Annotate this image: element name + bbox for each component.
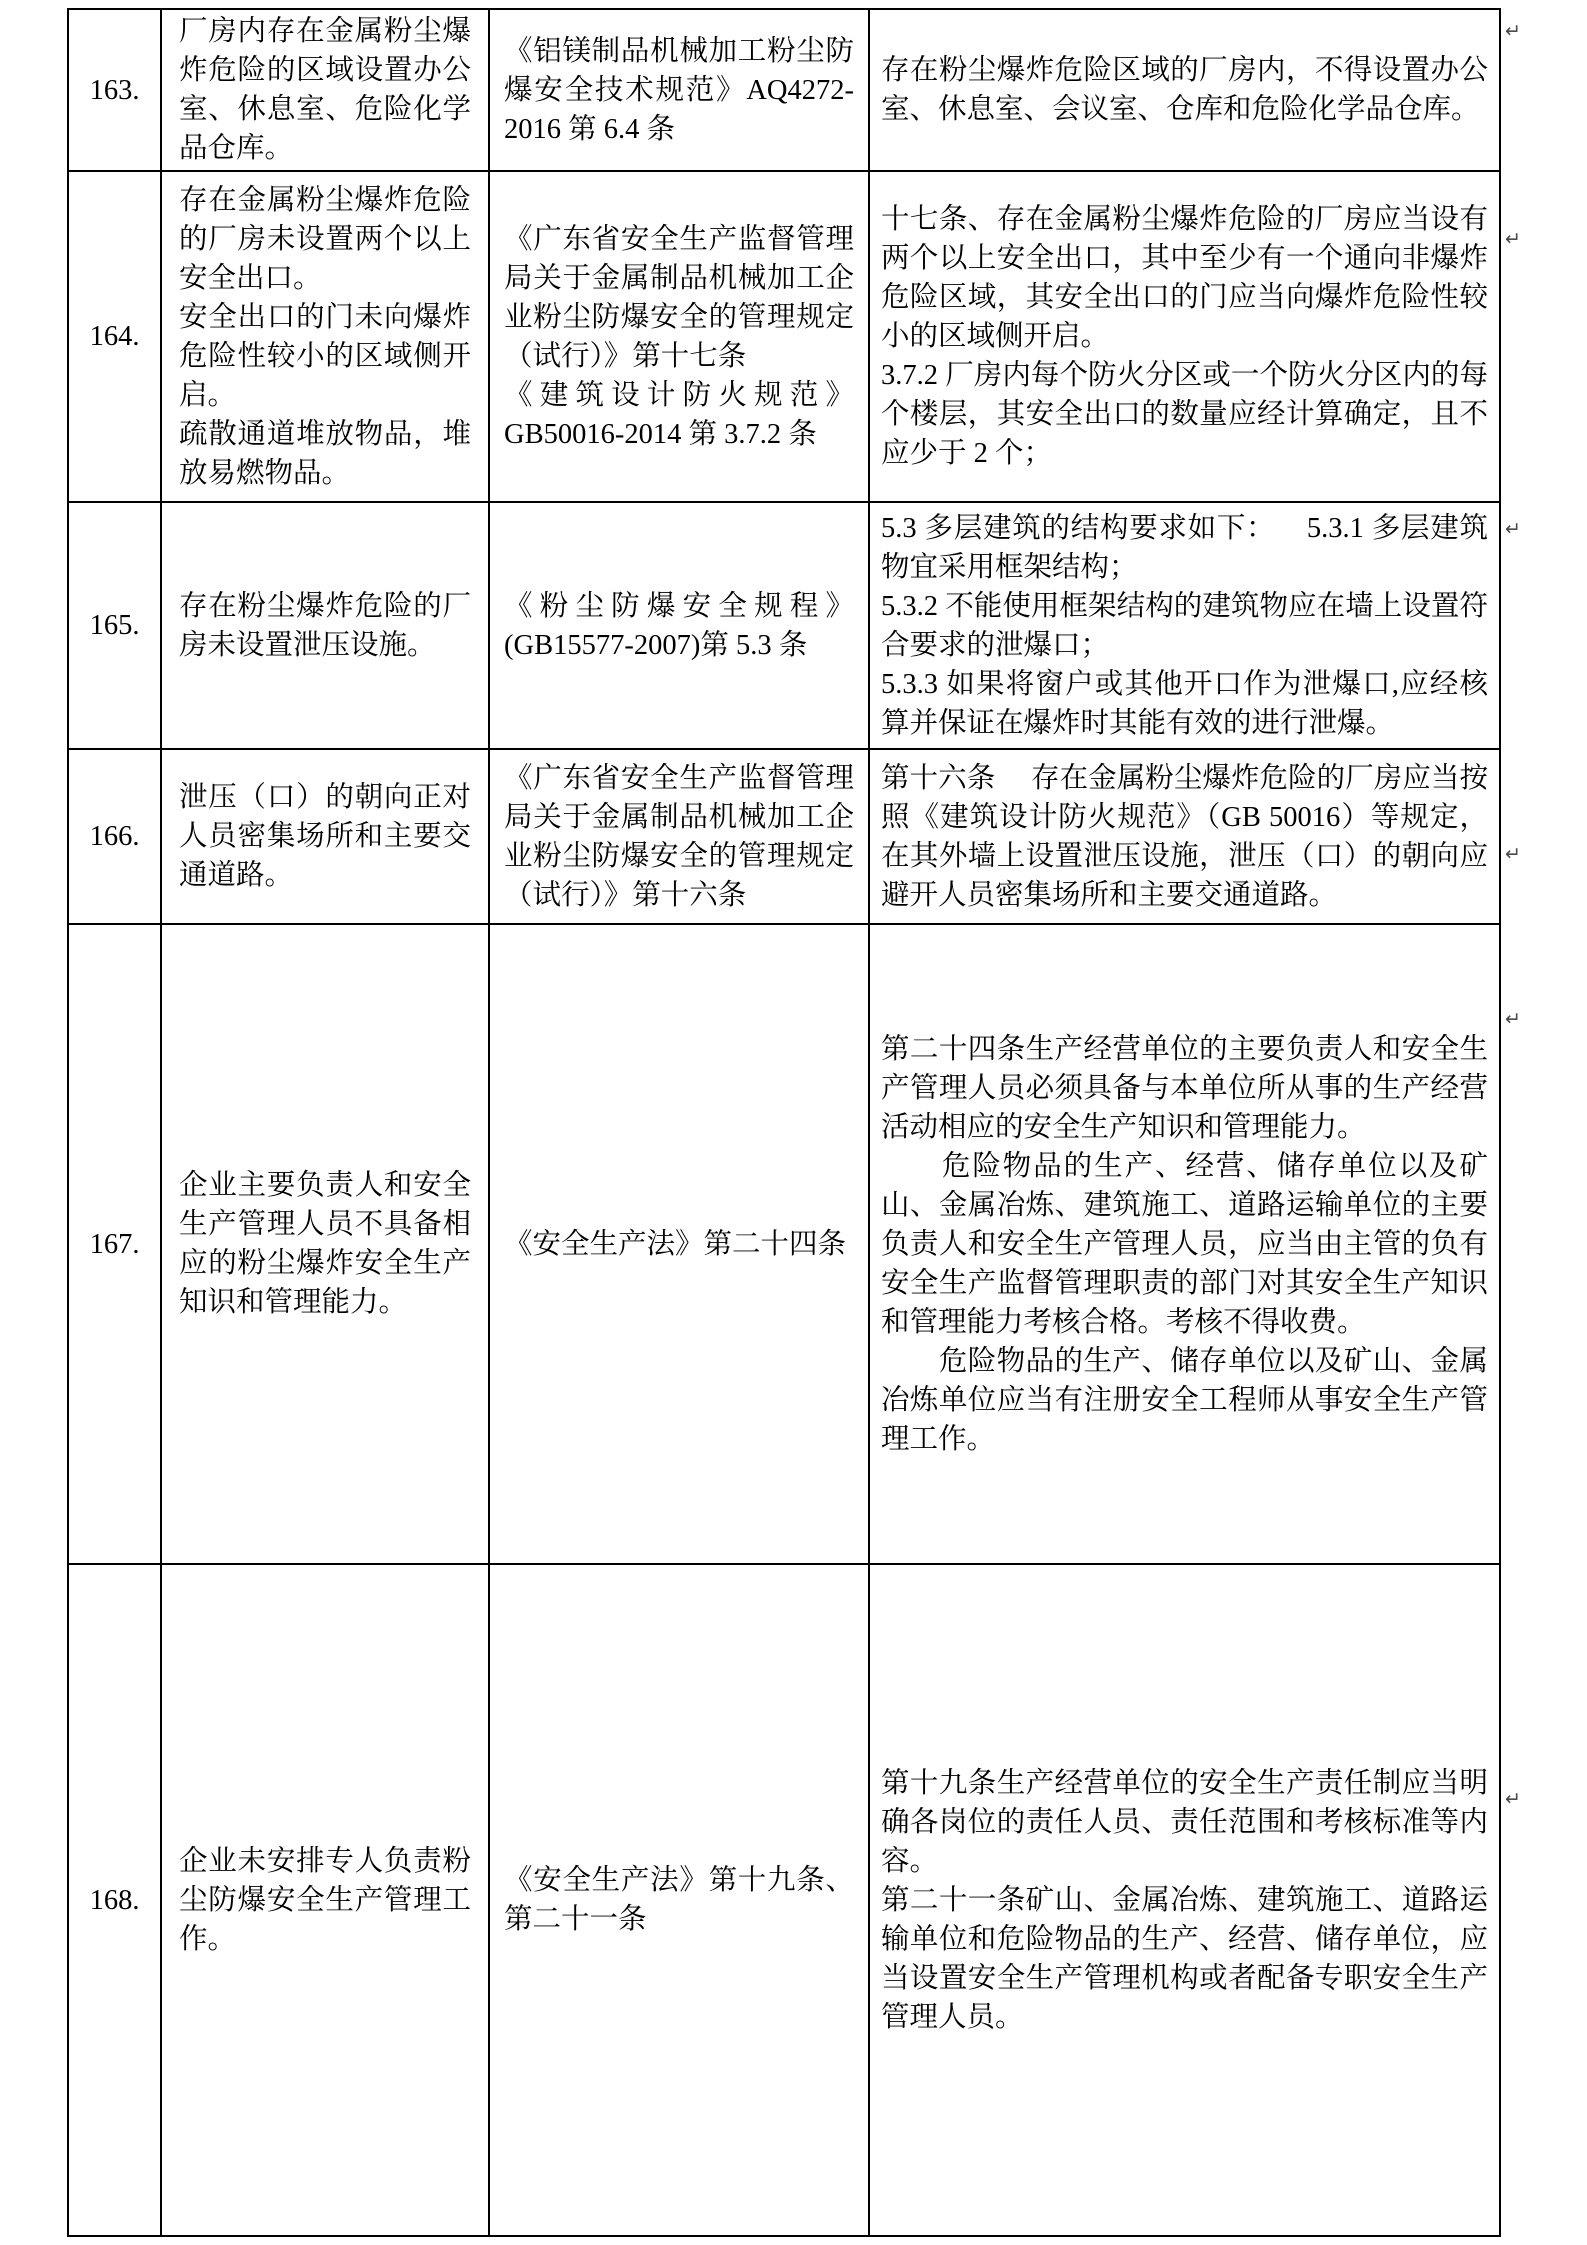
paragraph: 第二十四条生产经营单位的主要负责人和安全生产管理人员必须具备与本单位所从事的生产经营活动相应的安全生产知识和管理能力。	[881, 1033, 1488, 1143]
table-row	[68, 749, 1500, 924]
regulation-content-cell	[869, 924, 1500, 1564]
row-number-cell: 167.	[68, 924, 161, 1564]
regulation-content-cell	[869, 1564, 1500, 2236]
legal-basis-cell	[489, 171, 869, 502]
paragraph: 《铝镁制品机械加工粉尘防爆安全技术规范》AQ4272-2016 第 6.4 条	[504, 35, 854, 145]
legal-basis-cell	[489, 749, 869, 924]
paragraph: 泄压（口）的朝向正对人员密集场所和主要交通道路。	[179, 782, 471, 891]
paragraph: 疏散通道堆放物品，堆放易燃物品。	[179, 418, 471, 489]
paragraph: 《建筑设计防火规范》GB50016-2014 第 3.7.2 条	[504, 379, 854, 450]
paragraph: 《安全生产法》第二十四条	[504, 1228, 847, 1260]
row-number-cell: 165.	[68, 502, 161, 749]
paragraph-mark-icon: ↵	[1505, 20, 1521, 42]
paragraph: 企业主要负责人和安全生产管理人员不具备相应的粉尘爆炸安全生产知识和管理能力。	[179, 1170, 471, 1318]
table-row	[68, 171, 1500, 502]
legal-basis-cell	[489, 9, 869, 171]
paragraph: 存在金属粉尘爆炸危险的厂房未设置两个以上安全出口。	[179, 184, 471, 294]
paragraph-mark-icon: ↵	[1505, 228, 1521, 250]
paragraph: 危险物品的生产、经营、储存单位以及矿山、金属冶炼、建筑施工、道路运输单位的主要负责人和安全生产管理人员，应当由主管的负有安全生产监督管理职责的部门对其安全生产知识和管理能力考核合格。考核不得收费。	[881, 1150, 1488, 1338]
paragraph: 厂房内存在金属粉尘爆炸危险的区域设置办公室、休息室、危险化学品仓库。	[179, 16, 471, 164]
hazard-description-cell	[161, 749, 489, 924]
paragraph: 存在粉尘爆炸危险区域的厂房内，不得设置办公室、休息室、会议室、仓库和危险化学品仓库。	[881, 55, 1488, 125]
table-row	[68, 924, 1500, 1564]
row-number-cell: 164.	[68, 171, 161, 502]
table-row	[68, 502, 1500, 749]
regulation-table-body	[68, 9, 1500, 2236]
paragraph-mark-icon: ↵	[1505, 1788, 1521, 1810]
paragraph: 安全出口的门未向爆炸危险性较小的区域侧开启。	[179, 301, 471, 411]
hazard-description-cell	[161, 502, 489, 749]
regulation-content-cell	[869, 9, 1500, 171]
paragraph: 5.3.2 不能使用框架结构的建筑物应在墙上设置符合要求的泄爆口；	[881, 590, 1488, 661]
paragraph: 危险物品的生产、储存单位以及矿山、金属冶炼单位应当有注册安全工程师从事安全生产管理工作。	[881, 1345, 1488, 1455]
paragraph-mark-icon: ↵	[1505, 518, 1521, 540]
legal-basis-cell	[489, 924, 869, 1564]
hazard-description-cell	[161, 9, 489, 171]
paragraph: 《安全生产法》第十九条、第二十一条	[504, 1865, 854, 1935]
legal-basis-cell	[489, 1564, 869, 2236]
row-number-cell: 163.	[68, 9, 161, 171]
paragraph: 3.7.2 厂房内每个防火分区或一个防火分区内的每个楼层，其安全出口的数量应经计算确定，且不应少于 2 个；	[881, 360, 1488, 469]
regulation-table	[67, 8, 1501, 2237]
table-row	[68, 1564, 1500, 2236]
table-row	[68, 9, 1500, 171]
legal-basis-cell	[489, 502, 869, 749]
paragraph: 企业未安排专人负责粉尘防爆安全生产管理工作。	[179, 1845, 471, 1955]
row-number-cell: 166.	[68, 749, 161, 924]
paragraph: 《广东省安全生产监督管理局关于金属制品机械加工企业粉尘防爆安全的管理规定（试行）》第十七条	[504, 223, 854, 372]
paragraph: 《粉尘防爆安全规程》(GB15577-2007)第 5.3 条	[504, 590, 854, 661]
hazard-description-cell	[161, 1564, 489, 2236]
regulation-content-cell	[869, 502, 1500, 749]
hazard-description-cell	[161, 171, 489, 502]
regulation-content-cell	[869, 749, 1500, 924]
paragraph: 存在粉尘爆炸危险的厂房未设置泄压设施。	[179, 590, 471, 661]
paragraph: 《广东省安全生产监督管理局关于金属制品机械加工企业粉尘防爆安全的管理规定（试行）》第十六条	[504, 762, 854, 911]
paragraph: 第二十一条矿山、金属冶炼、建筑施工、道路运输单位和危险物品的生产、经营、储存单位，应当设置安全生产管理机构或者配备专职安全生产管理人员。	[881, 1884, 1488, 2033]
paragraph-mark-icon: ↵	[1505, 843, 1521, 865]
paragraph: 第十六条 存在金属粉尘爆炸危险的厂房应当按照《建筑设计防火规范》（GB 50016）等规定，在其外墙上设置泄压设施，泄压（口）的朝向应避开人员密集场所和主要交通道路。	[881, 762, 1488, 911]
paragraph: 十七条、存在金属粉尘爆炸危险的厂房应当设有两个以上安全出口，其中至少有一个通向非爆炸危险区域，其安全出口的门应当向爆炸危险性较小的区域侧开启。	[881, 204, 1488, 352]
row-number-cell: 168.	[68, 1564, 161, 2236]
paragraph: 5.3.3 如果将窗户或其他开口作为泄爆口,应经核算并保证在爆炸时其能有效的进行泄爆。	[881, 668, 1488, 739]
paragraph: 第十九条生产经营单位的安全生产责任制应当明确各岗位的责任人员、责任范围和考核标准等内容。	[881, 1767, 1488, 1877]
paragraph: 5.3 多层建筑的结构要求如下： 5.3.1 多层建筑物宜采用框架结构；	[881, 512, 1488, 583]
regulation-content-cell	[869, 171, 1500, 502]
paragraph-mark-icon: ↵	[1505, 1008, 1521, 1030]
hazard-description-cell	[161, 924, 489, 1564]
